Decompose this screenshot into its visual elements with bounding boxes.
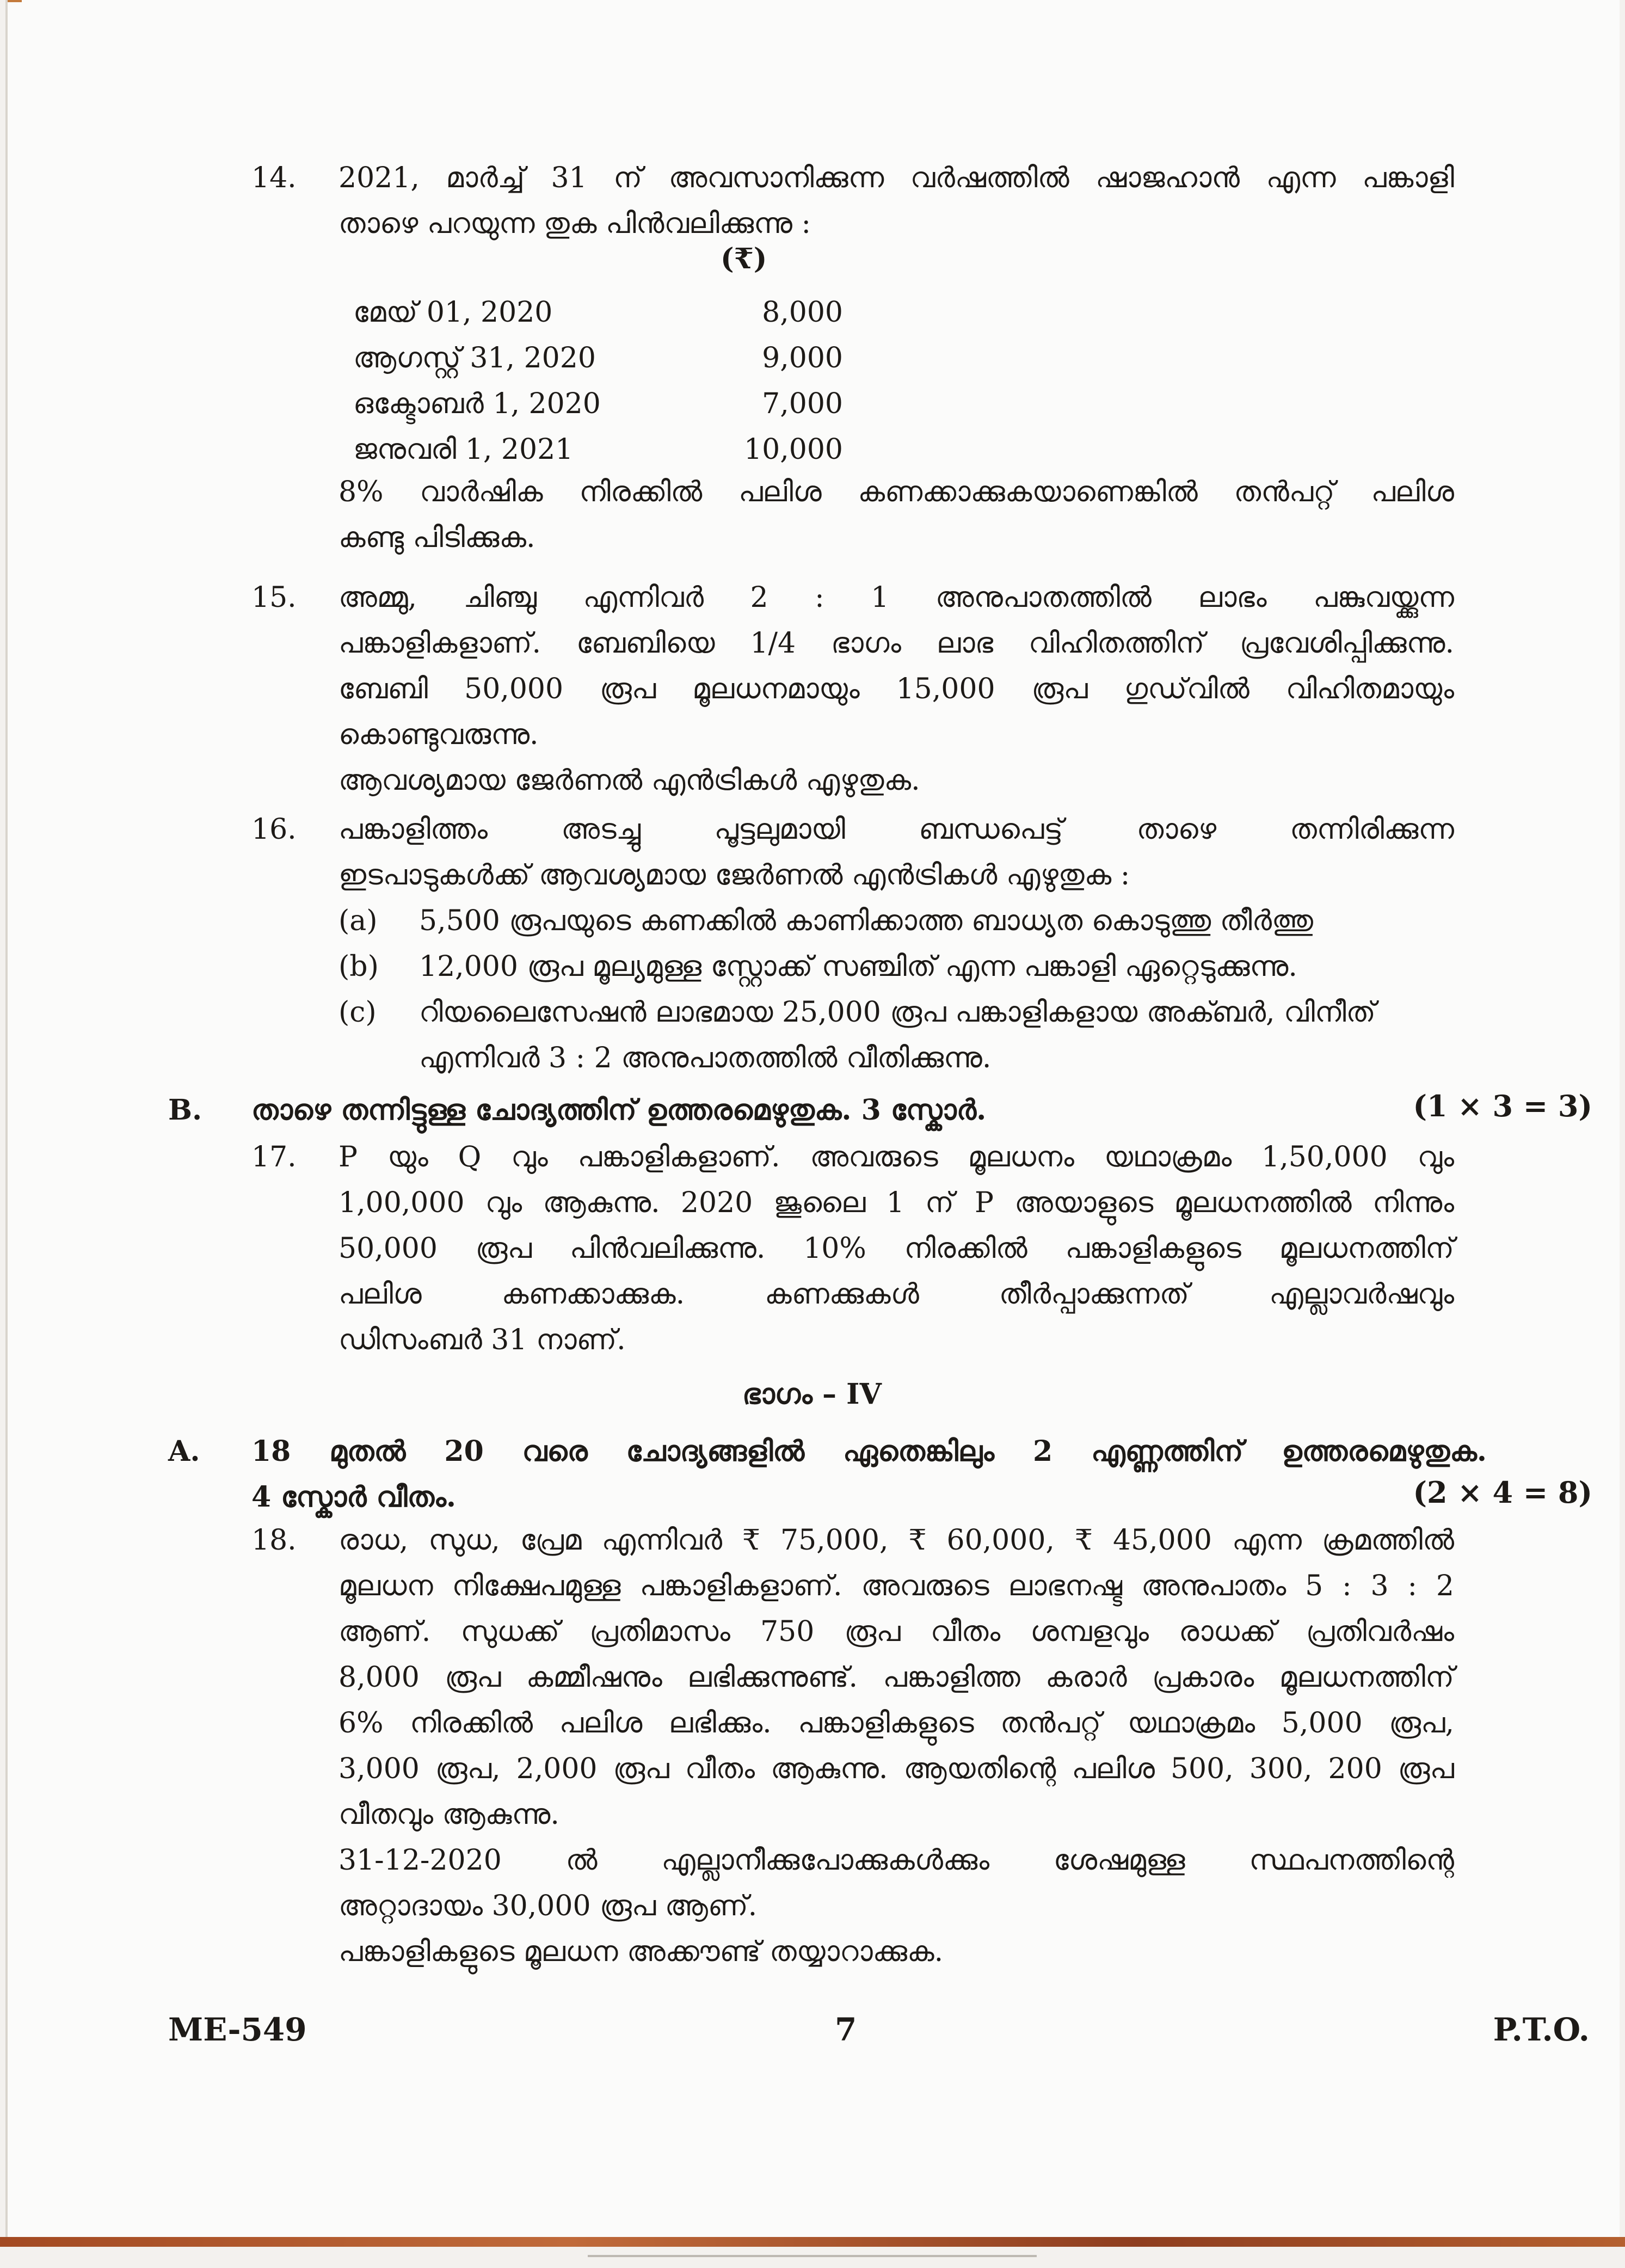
q18-tail-line: 31-12-2020 ൽ എല്ലാനീക്കുപോക്കുകൾക്കും ശേഷമുള്ള സ്ഥപനത്തിന്റെ — [338, 1844, 1454, 1877]
item-label: (a) — [338, 905, 378, 937]
withdrawal-date: ജനുവരി 1, 2021 — [353, 433, 574, 466]
q18-tail-line: അറ്റാദായം 30,000 രൂപ ആണ്. — [338, 1890, 758, 1922]
q18-line: 3,000 രൂപ, 2,000 രൂപ വീതം ആകുന്നു. ആയതിന്റെ പലിശ 500, 300, 200 രൂപ — [338, 1753, 1454, 1785]
q17-line: 50,000 രൂപ പിൻവലിക്കുന്നു. 10% നിരക്കിൽ പങ്കാളികളുടെ മൂലധനത്തിന് — [338, 1232, 1454, 1265]
withdrawal-amount: 8,000 — [762, 296, 843, 329]
paper-code: ME-549 — [168, 2011, 307, 2048]
question-18-text — [338, 1517, 1454, 1975]
currency-header: (₹) — [721, 242, 767, 275]
q15-line: ആവശ്യമായ ജേർണൽ എൻട്രികൾ എഴുതുക. — [338, 764, 920, 797]
withdrawal-row — [353, 290, 843, 335]
withdrawal-row — [353, 335, 843, 381]
question-15-text — [338, 575, 1454, 803]
question-14-tail — [338, 469, 1454, 561]
q17-line: പലിശ കണക്കാക്കുക. കണക്കുകൾ തീർപ്പാക്കുന്നത് എല്ലാവർഷവും — [338, 1278, 1454, 1311]
q18-line: രാധ, സുധ, പ്രേമ എന്നിവർ ₹ 75,000, ₹ 60,000, ₹ 45,000 എന്ന ക്രമത്തിൽ — [338, 1524, 1454, 1557]
question-number-15: 15. — [251, 581, 297, 614]
withdrawal-date: മേയ് 01, 2020 — [353, 296, 553, 329]
q14-line: താഴെ പറയുന്ന തുക പിൻവലിക്കുന്നു : — [338, 207, 811, 240]
section-b-letter: B. — [168, 1093, 202, 1127]
q16-line: പങ്കാളിത്തം അടച്ചു പൂട്ടലുമായി ബന്ധപെട്ട് താഴെ തന്നിരിക്കുന്ന — [338, 813, 1454, 846]
q17-line: P യും Q വും പങ്കാളികളാണ്. അവരുടെ മൂലധനം യഥാക്രമം 1,50,000 വും — [338, 1141, 1454, 1173]
item-text: 12,000 രൂപ മൂല്യമുള്ള സ്റ്റോക്ക് സഞ്ചിത് എന്ന പങ്കാളി ഏറ്റെടുക്കുന്നു. — [419, 950, 1297, 983]
question-number-16: 16. — [251, 813, 297, 846]
item-label: (b) — [338, 950, 379, 983]
q15-line: കൊണ്ടുവരുന്നു. — [338, 718, 539, 751]
withdrawal-amount: 10,000 — [744, 433, 843, 466]
withdrawal-date: ഒക്ടോബർ 1, 2020 — [353, 388, 601, 420]
section-a-line: 4 സ്കോർ വീതം. — [251, 1480, 457, 1514]
question-14-text — [338, 155, 1454, 247]
page-turn-over: P.T.O. — [1493, 2011, 1590, 2048]
question-17-text — [338, 1134, 1454, 1363]
q17-line: 1,00,000 വും ആകുന്നു. 2020 ജൂലൈ 1 ന് P അയാളുടെ മൂലധനത്തിൽ നിന്നും — [338, 1187, 1454, 1219]
item-text: 5,500 രൂപയുടെ കണക്കിൽ കാണിക്കാത്ത ബാധ്യത കൊടുത്തു തീർത്തു — [419, 905, 1313, 937]
q16-item-c-cont — [338, 1035, 1481, 1081]
withdrawal-row — [353, 427, 843, 472]
q15-line: പങ്കാളികളാണ്. ബേബിയെ 1/4 ഭാഗം ലാഭ വിഹിതത്തിന് പ്രവേശിപ്പിക്കുന്നു. — [338, 627, 1454, 660]
withdrawal-amount: 9,000 — [762, 342, 843, 374]
question-number-18: 18. — [251, 1524, 297, 1557]
withdrawal-table — [353, 290, 843, 472]
q14-tail-line: 8% വാർഷിക നിരക്കിൽ പലിശ കണക്കാക്കുകയാണെങ്കിൽ തൻപറ്റ് പലിശ — [338, 476, 1454, 508]
q14-tail-line: കണ്ടു പിടിക്കുക. — [338, 521, 535, 554]
question-number-17: 17. — [251, 1141, 297, 1173]
question-number-14: 14. — [251, 162, 297, 194]
page-number: 7 — [835, 2011, 857, 2048]
part-heading: ഭാഗം – IV — [742, 1378, 882, 1411]
q17-line: ഡിസംബർ 31 നാണ്. — [338, 1324, 626, 1356]
item-text: റിയലൈസേഷൻ ലാഭമായ 25,000 രൂപ പങ്കാളികളായ അക്ബർ, വിനീത് — [419, 996, 1376, 1029]
withdrawal-date: ആഗസ്റ്റ് 31, 2020 — [353, 342, 596, 374]
q18-line: 8,000 രൂപ കമ്മീഷനും ലഭിക്കുന്നുണ്ട്. പങ്കാളിത്ത കരാർ പ്രകാരം മൂലധനത്തിന് — [338, 1661, 1454, 1694]
q18-tail-line: പങ്കാളികളുടെ മൂലധന അക്കൗണ്ട് തയ്യാറാക്കുക. — [338, 1935, 944, 1968]
q18-line: 6% നിരക്കിൽ പലിശ ലഭിക്കും. പങ്കാളികളുടെ തൻപറ്റ് യഥാക്രമം 5,000 രൂപ, — [338, 1707, 1454, 1740]
paper-bottom-edge — [0, 2237, 1625, 2247]
q18-line: മൂലധന നിക്ഷേപമുള്ള പങ്കാളികളാണ്. അവരുടെ ലാഭനഷ്ട അനുപാതം 5 : 3 : 2 — [338, 1570, 1454, 1602]
withdrawal-amount: 7,000 — [762, 388, 843, 420]
q16-item-a — [338, 898, 1481, 944]
paper-corner-mark — [8, 0, 22, 2]
question-16-text — [338, 807, 1454, 898]
q15-line: ബേബി 50,000 രൂപ മൂലധനമായും 15,000 രൂപ ഗുഡ്‌വിൽ വിഹിതമായും — [338, 673, 1454, 705]
q16-line: ഇടപാടുകൾക്ക് ആവശ്യമായ ജേർണൽ എൻട്രികൾ എഴുതുക : — [338, 859, 1130, 892]
exam-page — [5, 0, 1620, 2237]
item-text: എന്നിവർ 3 : 2 അനുപാതത്തിൽ വീതിക്കുന്നു. — [419, 1042, 992, 1074]
q14-line: 2021, മാർച്ച് 31 ന് അവസാനിക്കുന്ന വർഷത്തിൽ ഷാജഹാൻ എന്ന പങ്കാളി — [338, 162, 1454, 194]
section-a-marks: (2 × 4 = 8) — [1413, 1475, 1592, 1510]
section-b-instruction: താഴെ തന്നിട്ടുള്ള ചോദ്യത്തിന് ഉത്തരമെഴുതുക. 3 സ്കോർ. — [251, 1093, 987, 1127]
bottom-divider-line — [588, 2255, 1037, 2257]
q18-line: വീതവും ആകുന്നു. — [338, 1798, 559, 1831]
q16-item-c — [338, 989, 1481, 1035]
q16-item-b — [338, 944, 1481, 989]
section-b-marks: (1 × 3 = 3) — [1413, 1089, 1592, 1123]
question-16-items — [338, 898, 1481, 1081]
q15-line: അമ്മു, ചിഞ്ചു എന്നിവർ 2 : 1 അനുപാതത്തിൽ ലാഭം പങ്കുവയ്ക്കുന്ന — [338, 581, 1454, 614]
withdrawal-row — [353, 381, 843, 427]
section-a-instruction — [251, 1429, 1487, 1520]
section-a-letter: A. — [168, 1435, 200, 1468]
q18-line: ആണ്. സുധക്ക് പ്രതിമാസം 750 രൂപ വീതം ശമ്പളവും രാധക്ക് പ്രതിവർഷം — [338, 1615, 1454, 1648]
item-label: (c) — [338, 996, 377, 1029]
section-a-line: 18 മുതൽ 20 വരെ ചോദ്യങ്ങളിൽ ഏതെങ്കിലും 2 എണ്ണത്തിന് ഉത്തരമെഴുതുക. — [251, 1435, 1487, 1468]
